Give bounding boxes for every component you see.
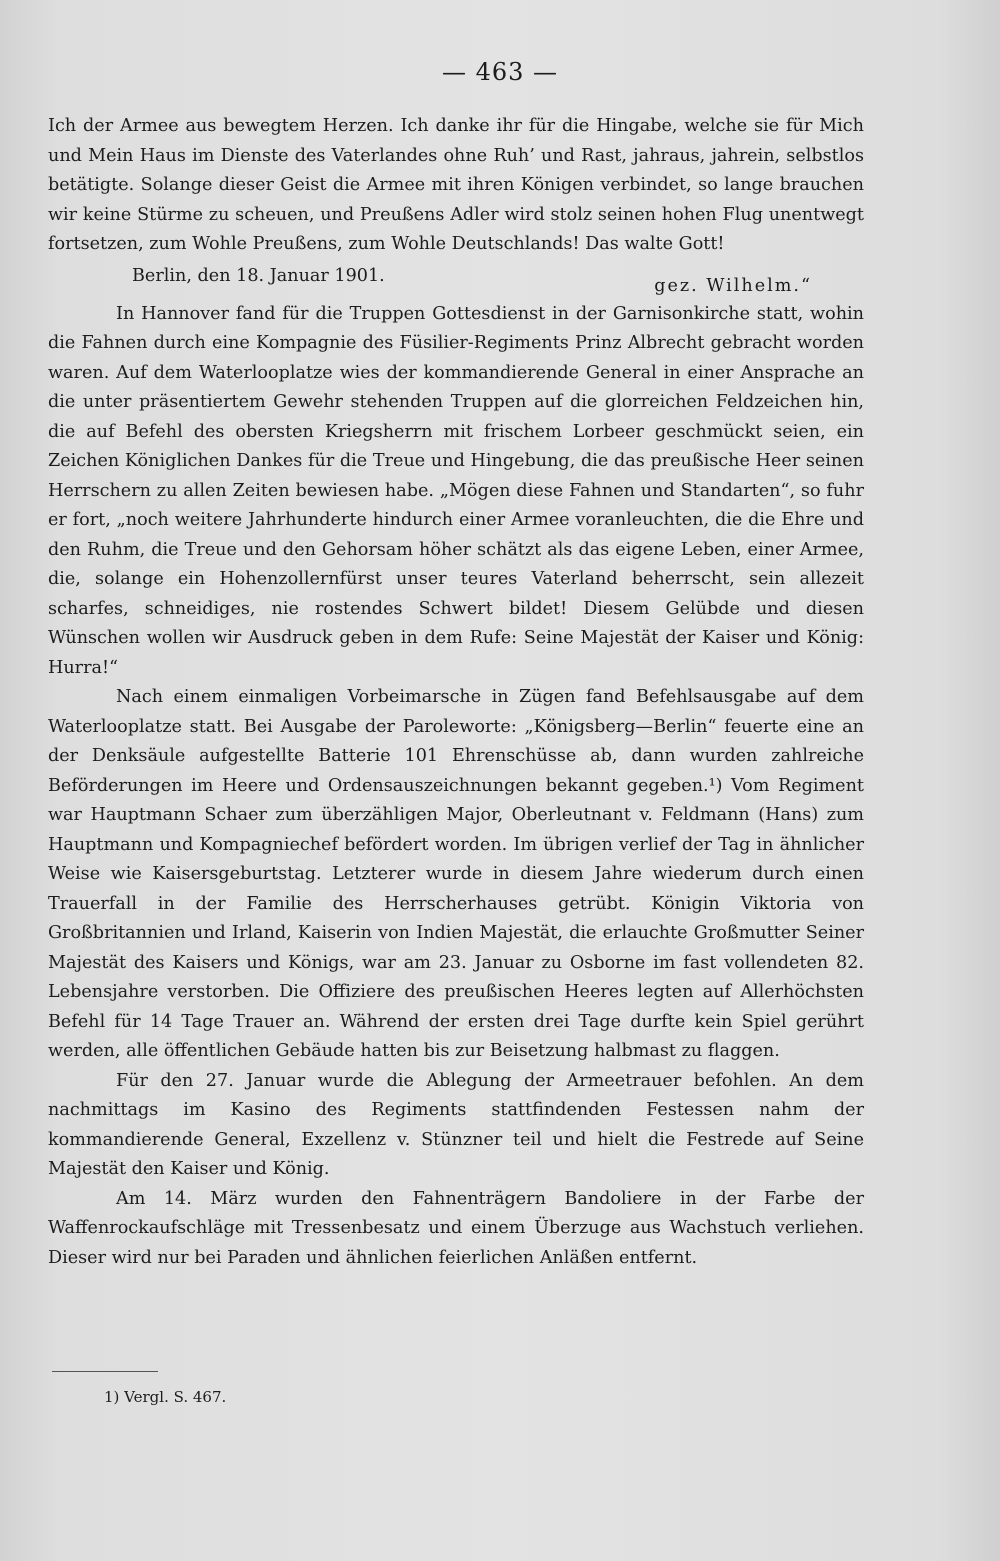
paragraph-hannover: In Hannover fand für die Truppen Gottesdienst in der Garnisonkirche statt, wohin die Fahnen durch eine Kompagnie des Füsilier-Regiments Prinz Albrecht gebracht worden waren. Auf dem Waterlooplatze wies der kommandierende General in einer Ansprache an die unter präsentiertem Gewehr stehenden Truppen auf die glorreichen Feldzeichen hin, die auf Befehl des obersten Kriegsherrn mit frischem Lorbeer geschmückt seien, ein Zeichen Königlichen Dankes für die Treue und Hingebung, die das preußische Heer seinen Herrschern zu allen Zeiten bewiesen habe. „Mögen diese Fahnen und Standarten“, so fuhr er fort, „noch weitere Jahrhunderte hindurch einer Armee voranleuchten, die die Ehre und den Ruhm, die Treue und den Gehorsam höher schätzt als das eigene Leben, einer Armee, die, solange ein Hohenzollernfürst unser teures Vaterland beherrscht, sein allezeit scharfes, schneidiges, nie rostendes Schwert bildet! Diesem Gelübde und diesen Wünschen wollen wir Ausdruck geben in dem Rufe: Seine Majestät der Kaiser und König: Hurra!“	[48, 303, 864, 678]
paragraph-decree-end: Ich der Armee aus bewegtem Herzen. Ich danke ihr für die Hingabe, welche sie für Mich und Mein Haus im Dienste des Vaterlandes ohne Ruh’ und Rast, jahraus, jahrein, selbstlos betätigte. Solange dieser Geist die Armee mit ihren Königen verbindet, so lange brauchen wir keine Stürme zu scheuen, und Preußens Adler wird stolz seinen hohen Flug unentwegt fortsetzen, zum Wohle Preußens, zum Wohle Deutschlands! Das walte Gott!	[48, 116, 864, 254]
paragraph-bandoliere: Am 14. März wurden den Fahnenträgern Bandoliere in der Farbe der Waffenrockaufschläge mit Tressenbesatz und einem Überzuge aus Wachstuch verliehen. Dieser wird nur bei Paraden und ähnlichen feierlichen Anläßen entfernt.	[48, 1188, 864, 1268]
signature: gez. Wilhelm.“	[654, 275, 812, 296]
paragraph-armeetrauer: Für den 27. Januar wurde die Ablegung der Armeetrauer befohlen. An dem nachmittags im Kasino des Regiments stattfindenden Festessen nahm der kommandierende General, Exzellenz v. Stünzner teil und hielt die Festrede auf Seine Majestät den Kaiser und König.	[48, 1070, 864, 1179]
dateline: Berlin, den 18. Januar 1901.	[132, 265, 385, 286]
page-body	[48, 112, 864, 1273]
paragraph-vorbeimarsch: Nach einem einmaligen Vorbeimarsche in Zügen fand Befehlsausgabe auf dem Waterlooplatze statt. Bei Ausgabe der Paroleworte: „Königsberg—Berlin“ feuerte eine an der Denksäule aufgestellte Batterie 101 Ehrenschüsse ab, dann wurden zahlreiche Beförderungen im Heere und Ordensauszeichnungen bekannt gegeben.¹) Vom Regiment war Hauptmann Schaer zum überzähligen Major, Oberleutnant v. Feldmann (Hans) zum Hauptmann und Kompagniechef befördert worden. Im übrigen verlief der Tag in ähnlicher Weise wie Kaisersgeburtstag. Letzterer wurde in diesem Jahre wiederum durch einen Trauerfall in der Familie des Herrscherhauses getrübt. Königin Viktoria von Großbritannien und Irland, Kaiserin von Indien Majestät, die erlauchte Großmutter Seiner Majestät des Kaisers und Königs, war am 23. Januar zu Osborne im fast vollendeten 82. Lebensjahre verstorben. Die Offiziere des preußischen Heeres legten auf Allerhöchsten Befehl für 14 Tage Trauer an. Während der ersten drei Tage durfte kein Spiel gerührt werden, alle öffentlichen Gebäude hatten bis zur Beisetzung halbmast zu flaggen.	[48, 687, 864, 1061]
page-number: — 463 —	[441, 58, 559, 86]
footnote-rule	[52, 1371, 158, 1372]
footnote: 1) Vergl. S. 467.	[104, 1388, 227, 1406]
signature-line	[48, 260, 864, 300]
